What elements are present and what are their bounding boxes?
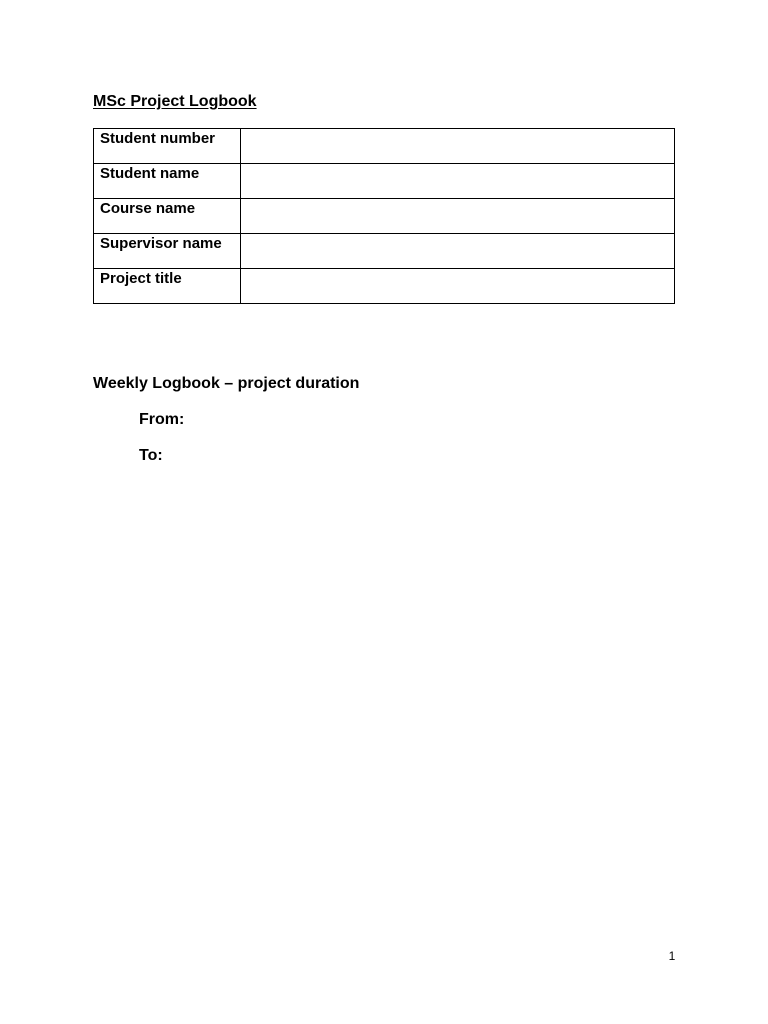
supervisor-name-field[interactable]	[241, 234, 675, 269]
section-heading: Weekly Logbook – project duration	[93, 375, 360, 392]
course-name-field[interactable]	[241, 199, 675, 234]
project-title-field[interactable]	[241, 269, 675, 304]
from-label: From:	[139, 411, 185, 428]
table-row	[94, 199, 675, 234]
table-row	[94, 164, 675, 199]
page-number: 1	[668, 949, 676, 963]
table-row	[94, 269, 675, 304]
student-info-table	[93, 128, 675, 304]
student-number-label: Student number	[94, 129, 241, 164]
student-name-field[interactable]	[241, 164, 675, 199]
student-number-field[interactable]	[241, 129, 675, 164]
project-title-label: Project title	[94, 269, 241, 304]
to-label: To:	[139, 447, 163, 464]
student-name-label: Student name	[94, 164, 241, 199]
supervisor-name-label: Supervisor name	[94, 234, 241, 269]
course-name-label: Course name	[94, 199, 241, 234]
table-row	[94, 129, 675, 164]
page-title: MSc Project Logbook	[93, 93, 257, 110]
table-row	[94, 234, 675, 269]
